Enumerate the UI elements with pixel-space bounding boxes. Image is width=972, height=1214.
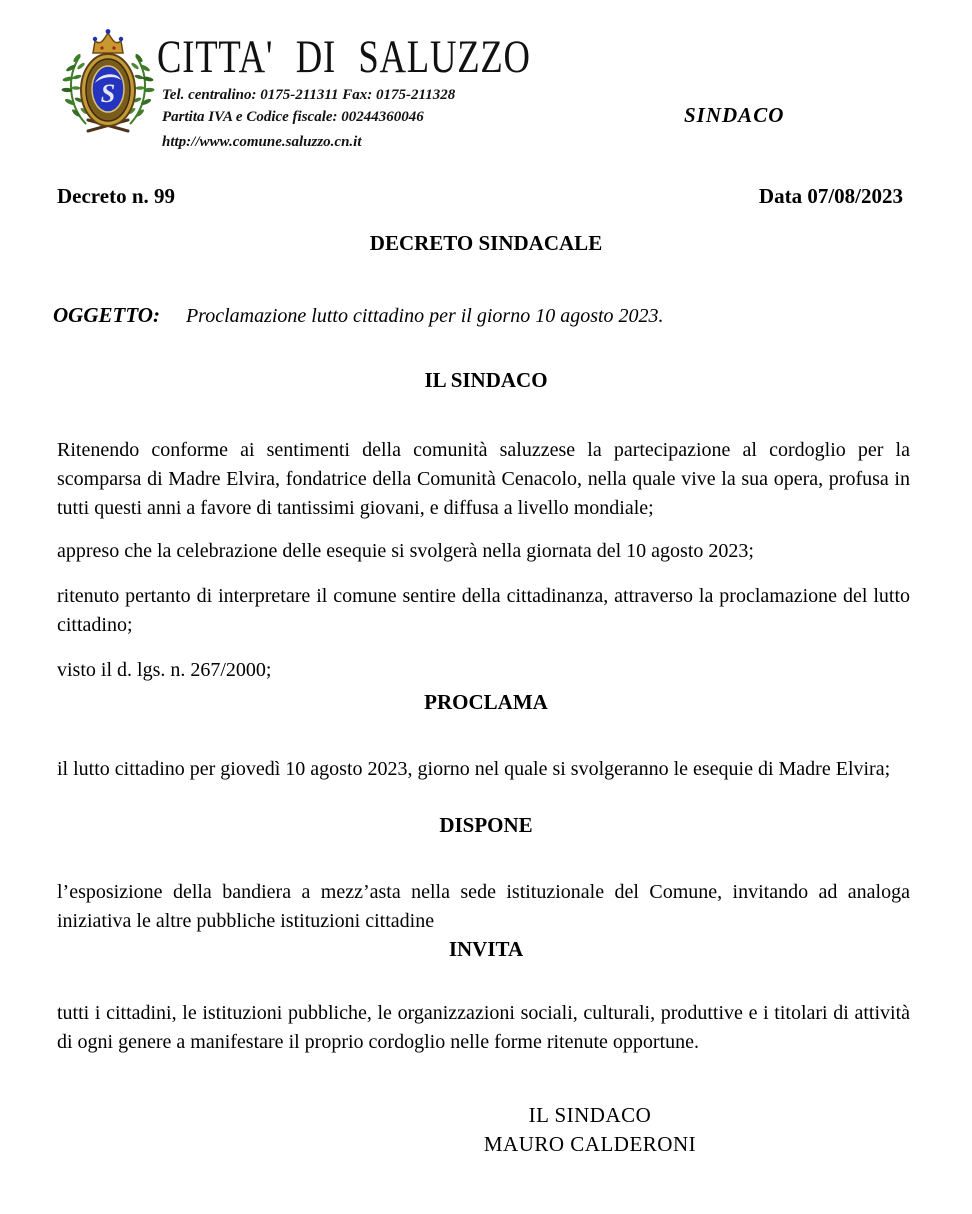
office-label: SINDACO xyxy=(684,103,785,127)
decree-meta-row xyxy=(57,184,903,209)
paragraph-dispone: l’esposizione della bandiera a mezz’asta nella sede istituzionale del Comune, invitando ad analoga iniziativa le altre pubbliche istituzioni cittadine xyxy=(57,881,910,932)
letterhead-vat-line: Partita IVA e Codice fiscale: 00244360046 xyxy=(162,109,424,125)
section-heading-proclama: PROCLAMA xyxy=(424,690,548,714)
section-heading-dispone: DISPONE xyxy=(439,813,533,837)
city-coat-of-arms-logo xyxy=(56,26,160,138)
signature-block xyxy=(440,1101,740,1159)
subject-label: OGGETTO: xyxy=(53,303,160,327)
decree-date: Data 07/08/2023 xyxy=(758,184,903,208)
document-type-title: DECRETO SINDACALE xyxy=(369,231,603,255)
section-heading-invita: INVITA xyxy=(448,937,524,961)
paragraph-premise-2: appreso che la celebrazione delle esequie si svolgerà nella giornata del 10 agosto 2023; xyxy=(57,540,754,562)
signature-title: IL SINDACO xyxy=(528,1103,652,1127)
section-heading-il-sindaco: IL SINDACO xyxy=(424,368,548,392)
signature-name: MAURO CALDERONI xyxy=(483,1132,697,1156)
decree-number: Decreto n. 99 xyxy=(57,184,175,208)
subject-text: Proclamazione lutto cittadino per il giorno 10 agosto 2023. xyxy=(185,305,664,327)
subject-row xyxy=(53,303,933,328)
saluzzo-coat-of-arms-icon xyxy=(56,26,160,138)
letterhead-telephone-line: Tel. centralino: 0175-211311 Fax: 0175-211328 xyxy=(162,87,456,103)
paragraph-premise-3: ritenuto pertanto di interpretare il comune sentire della cittadinanza, attraverso la proclamazione del lutto cittadino; xyxy=(57,585,910,636)
paragraph-proclama: il lutto cittadino per giovedì 10 agosto 2023, giorno nel quale si svolgeranno le esequie di Madre Elvira; xyxy=(57,758,891,780)
paragraph-premise-4: visto il d. lgs. n. 267/2000; xyxy=(57,659,272,681)
city-name: CITTA' DI SALUZZO xyxy=(157,31,531,83)
letterhead-website: http://www.comune.saluzzo.cn.it xyxy=(162,134,362,150)
paragraph-invita: tutti i cittadini, le istituzioni pubbliche, le organizzazioni sociali, culturali, produttive e i titolari di attività di ogni genere a manifestare il proprio cordoglio nelle forme ritenute opportune. xyxy=(57,1002,910,1053)
svg-text:S: S xyxy=(100,79,116,108)
paragraph-premise-1: Ritenendo conforme ai sentimenti della comunità saluzzese la partecipazione al cordoglio per la scomparsa di Madre Elvira, fondatrice della Comunità Cenacolo, nella quale vive la sua opera, profusa in tutti questi anni a favore di tantissimi giovani, e diffusa a livello mondiale; xyxy=(57,439,910,519)
